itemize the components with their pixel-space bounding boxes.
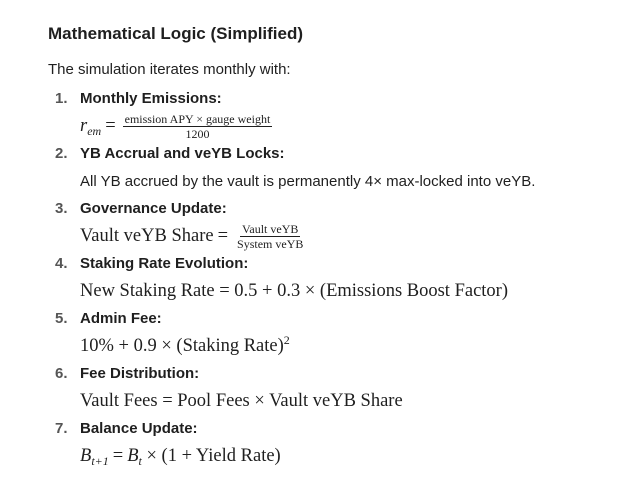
step-heading: Staking Rate Evolution: [80, 255, 249, 272]
formula-balance-update: $B_{t+1} = B_t \times (1$ + Yield Rate) [80, 446, 281, 468]
step-heading: Admin Fee: [80, 310, 162, 327]
list-item [48, 308, 628, 363]
step-number: 7. [55, 420, 68, 437]
step-heading: YB Accrual and veYB Locks: [80, 145, 285, 162]
list-item [48, 253, 628, 308]
formula-staking-rate: New Staking Rate = 0.5 + 0.3 × (Emissions Boost Factor) [80, 281, 508, 301]
step-number: 2. [55, 145, 68, 162]
formula-fee-distribution: Vault Fees = Pool Fees × Vault veYB Share [80, 391, 403, 411]
intro-text: The simulation iterates monthly with: [48, 61, 291, 78]
step-text: All YB accrued by the vault is permanently 4× max-locked into veYB. [80, 173, 536, 190]
list-item [48, 418, 628, 473]
step-heading: Balance Update: [80, 420, 198, 437]
step-number: 3. [55, 200, 68, 217]
formula-governance-update: Vault veYB Share = $\frac{\text{Vault veYB}}{\text{System veYB}}$ [80, 222, 304, 251]
formula-admin-fee: 10% + 0.9 × (Staking Rate)$^2$ [80, 333, 290, 356]
step-number: 1. [55, 90, 68, 107]
step-heading: Fee Distribution: [80, 365, 200, 382]
list-item [48, 363, 628, 418]
list-item [48, 198, 628, 253]
list-item [48, 143, 628, 198]
step-number: 5. [55, 310, 68, 327]
document [48, 20, 628, 473]
list-item [48, 88, 628, 143]
step-heading: Monthly Emissions: [80, 90, 222, 107]
step-number: 6. [55, 365, 68, 382]
steps-list [48, 88, 628, 473]
formula-monthly-emissions: $r_{em}$ = $\frac{\text{emission APY × gauge weight}}{1200}$ [80, 112, 271, 141]
page-title: Mathematical Logic (Simplified) [48, 24, 304, 43]
step-number: 4. [55, 255, 68, 272]
step-heading: Governance Update: [80, 200, 227, 217]
